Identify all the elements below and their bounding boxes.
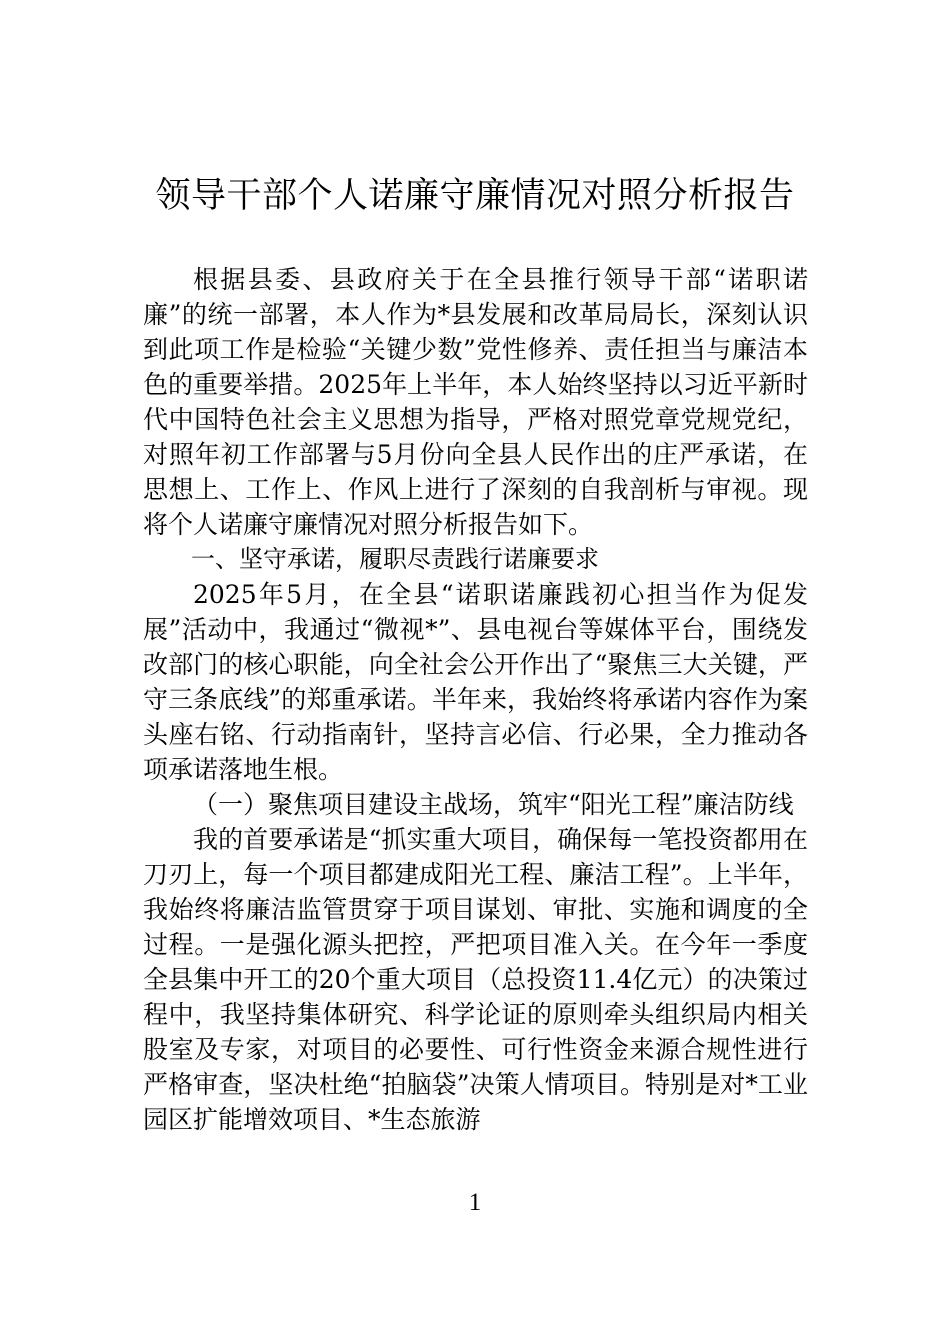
intro-paragraph: 根据县委、县政府关于在全县推行领导干部“诺职诺廉”的统一部署，本人作为*县发展和改革局局长，深刻认识到此项工作是检验“关键少数”党性修养、责任担当与廉洁本色的重要举措。2025年上半年，本人始终坚持以习近平新时代中国特色社会主义思想为指导，严格对照党章党规党纪，对照年初工作部署与5月份向全县人民作出的庄严承诺，在思想上、工作上、作风上进行了深刻的自我剖析与审视。现将个人诺廉守廉情况对照分析报告如下。 [143,265,808,539]
document-title: 领导干部个人诺廉守廉情况对照分析报告 [155,176,795,216]
subsection-heading-1-1: （一）聚焦项目建设主战场，筑牢“阳光工程”廉洁防线 [193,790,794,819]
page-number: 1 [468,1189,482,1216]
section-heading-1: 一、坚守承诺，履职尽责践行诺廉要求 [191,545,599,573]
subsection-1-1-paragraph: 我的首要承诺是“抓实重大项目，确保每一笔投资都用在刀刃上，每一个项目都建成阳光工程、廉洁工程”。上半年，我始终将廉洁监管贯穿于项目谋划、审批、实施和调度的全过程。一是强化源头把控，严把项目准入关。在今年一季度全县集中开工的20个重大项目（总投资11.4亿元）的决策过程中，我坚持集体研究、科学论证的原则牵头组织局内相关股室及专家，对项目的必要性、可行性资金来源合规性进行严格审查，坚决杜绝“拍脑袋”决策人情项目。特别是对*工业园区扩能增效项目、*生态旅游 [143,825,808,1134]
section-1-paragraph: 2025年5月，在全县“诺职诺廉践初心担当作为促发展”活动中，我通过“微视*”、县电视台等媒体平台，围绕发改部门的核心职能，向全社会公开作出了“聚焦三大关键，严守三条底线”的郑重承诺。半年来，我始终将承诺内容作为案头座右铭、行动指南针，坚持言必信、行必果，全力推动各项承诺落地生根。 [143,580,808,784]
document-body [143,262,808,1137]
